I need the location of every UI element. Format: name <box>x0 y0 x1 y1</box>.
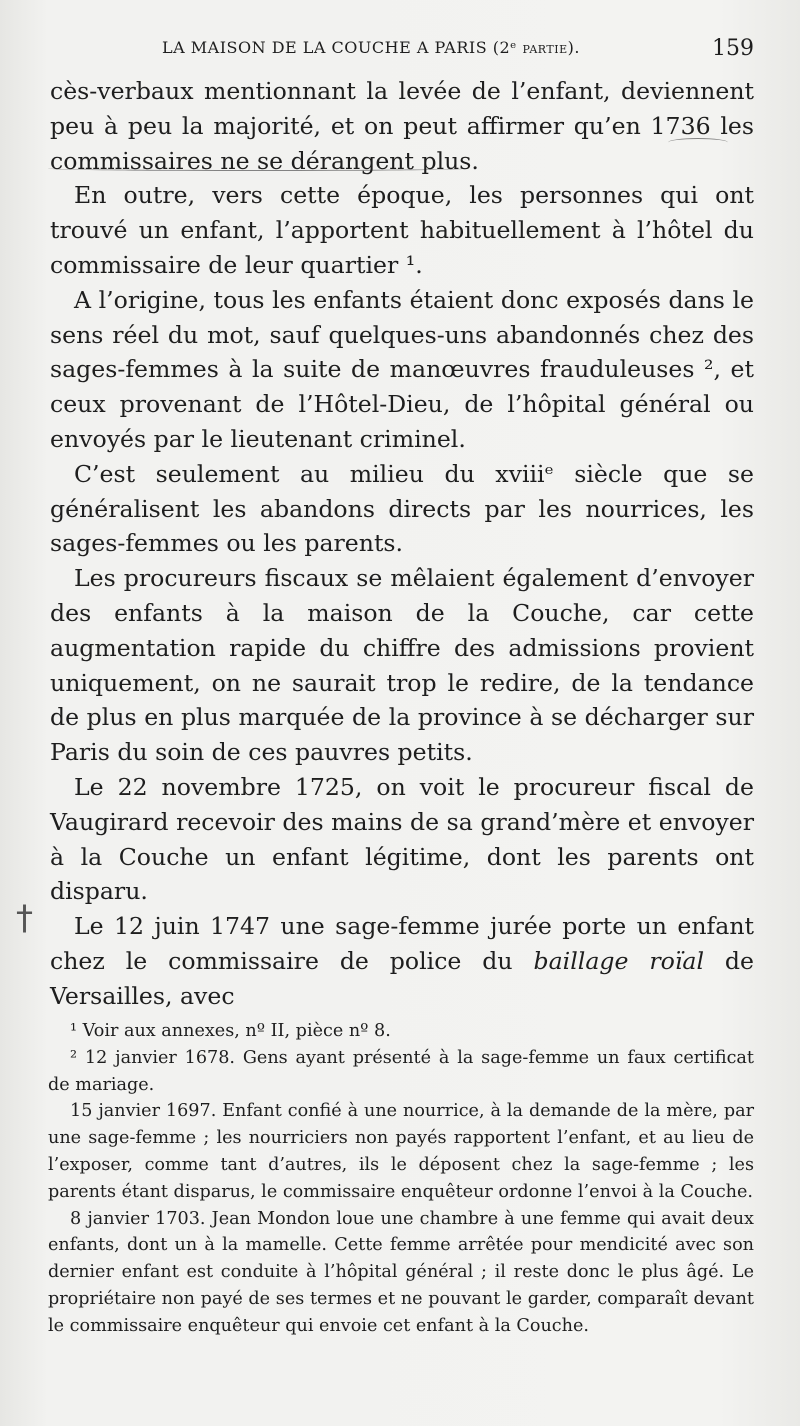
page-header <box>50 36 754 66</box>
footnote: ² 12 janvier 1678. Gens ayant présenté à la sage-femme un faux certificat de mariage. <box>48 1047 754 1095</box>
paragraph: Les procureurs fiscaux se mêlaient également d’envoyer des enfants à la maison de la Couche, car cette augmentation rapide du chiffre des admissions provient uniquement, on ne saurait trop le redire, de la tendance de plus en plus marquée de la province à se décharger sur Paris du soin de ces pauvres petits. <box>50 564 754 767</box>
paragraph: Le 22 novembre 1725, on voit le procureur fiscal de Vaugirard recevoir des mains de sa grand’mère et envoyer à la Couche un enfant légitime, dont les parents ont disparu. <box>50 772 754 906</box>
paragraph-text: de Versailles, avec <box>50 946 754 1010</box>
footnotes <box>48 1018 754 1340</box>
paragraph-text: Le 12 juin 1747 une sage-femme jurée porte un enfant chez le commissaire de police du <box>50 912 754 975</box>
paragraph: cès-verbaux mentionnant la levée de l’enfant, deviennent peu à peu la majorité, et on peut affirmer qu’en 1736 les commissaires ne se dérangent plus. <box>50 77 754 175</box>
italic-term: baillage roïal <box>533 946 705 975</box>
running-title: LA MAISON DE LA COUCHE A PARIS (2ᵉ partie). <box>162 38 580 57</box>
paragraph: En outre, vers cette époque, les personnes qui ont trouvé un enfant, l’apportent habituellement à l’hôtel du commissaire de leur quartier ¹. <box>50 181 754 279</box>
body-text <box>50 74 754 1014</box>
paragraph: C’est seulement au milieu du xviiiᵉ siècle que se généralisent les abandons directs par les nourrices, les sages-femmes ou les parents. <box>50 459 754 558</box>
footnote: 8 janvier 1703. Jean Mondon loue une chambre à une femme qui avait deux enfants, dont un à la mamelle. Cette femme arrêtée pour mendicité avec son dernier enfant est conduite à l’hôpital général ; il reste donc le plus âgé. Le propriétaire non payé de ses termes et ne pouvant le garder, comparaît devant le commissaire enquêteur qui envoie cet enfant à la Couche. <box>48 1208 754 1336</box>
paragraph: A l’origine, tous les enfants étaient donc exposés dans le sens réel du mot, sauf quelques-uns abandonnés chez des sages-femmes à la suite de manœuvres frauduleuses ², et ceux provenant de l’Hôtel-Dieu, de l’hôpital général ou envoyés par le lieutenant criminel. <box>50 285 754 453</box>
footnote: 15 janvier 1697. Enfant confié à une nourrice, à la demande de la mère, par une sage-femme ; les nourriciers non payés rapportent l’enfant, et au lieu de l’exposer, comme tant d’autres, ils le déposent chez la sage-femme ; les parents étant disparus, le commissaire enquêteur ordonne l’envoi à la Couche. <box>48 1101 754 1202</box>
footnote: ¹ Voir aux annexes, nº II, pièce nº 8. <box>70 1021 391 1041</box>
page-number: 159 <box>712 36 754 61</box>
margin-annotation-mark: † <box>16 898 33 938</box>
paragraph <box>50 909 754 1013</box>
